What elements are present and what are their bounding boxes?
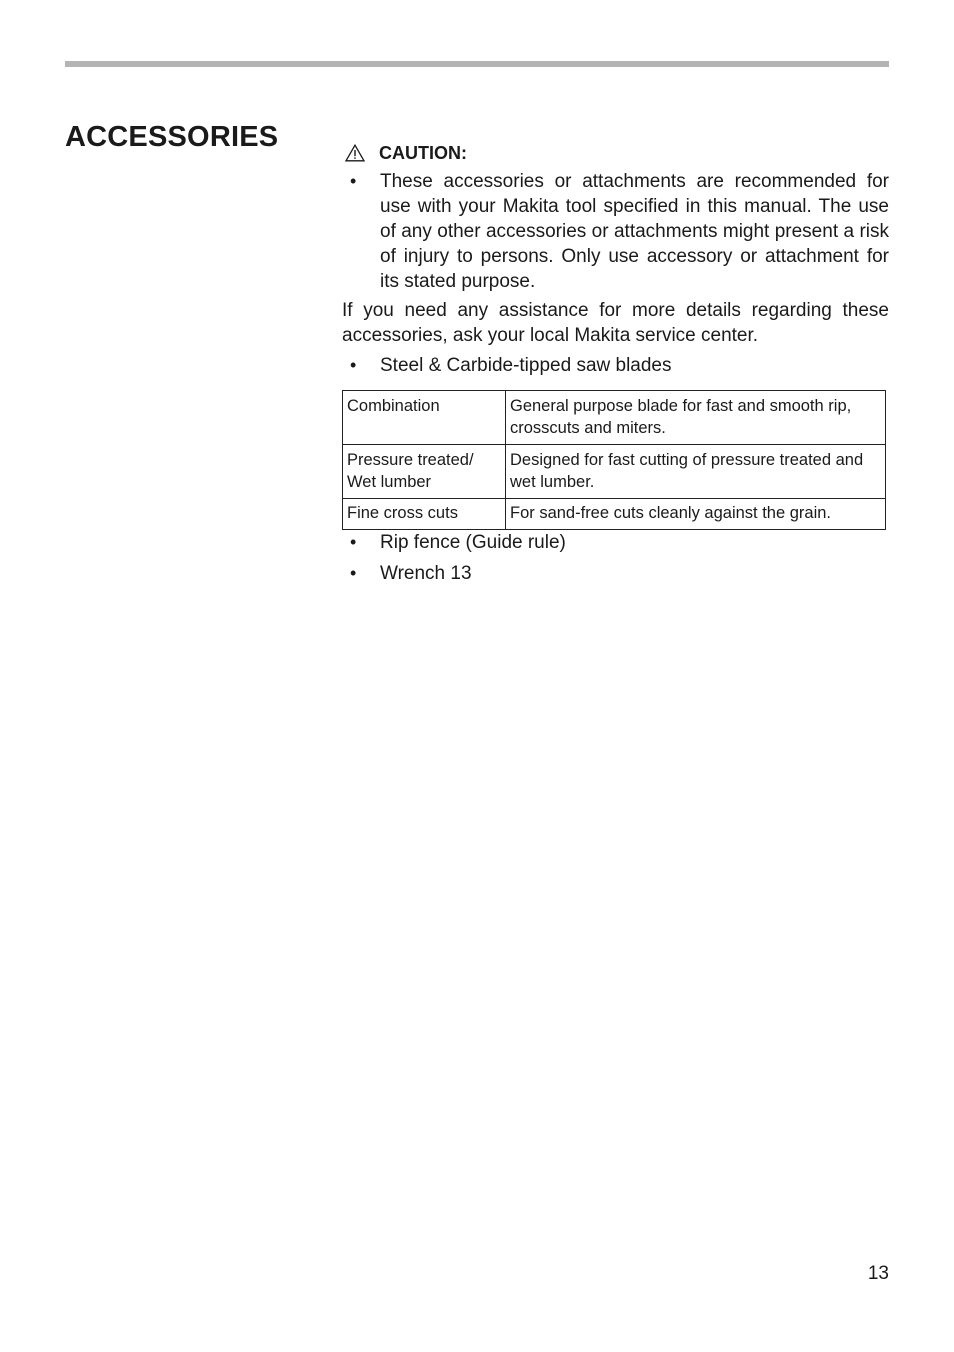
table-row bbox=[343, 445, 886, 499]
accessory-list bbox=[342, 353, 889, 378]
caution-heading bbox=[342, 140, 889, 166]
blade-type-cell: Fine cross cuts bbox=[343, 499, 506, 530]
bullet-icon: • bbox=[350, 563, 357, 583]
list-item bbox=[342, 353, 889, 378]
caution-list bbox=[342, 169, 889, 294]
list-item bbox=[342, 169, 889, 294]
list-item bbox=[342, 561, 889, 586]
blade-table bbox=[342, 390, 886, 530]
warning-triangle-icon bbox=[345, 144, 365, 162]
table-row bbox=[343, 499, 886, 530]
section-content bbox=[342, 140, 889, 592]
bullet-icon: • bbox=[350, 355, 357, 375]
top-rule bbox=[65, 61, 889, 67]
accessory-item-label: Rip fence (Guide rule) bbox=[380, 532, 566, 553]
blade-type-cell: Pressure treated/ Wet lumber bbox=[343, 445, 506, 499]
caution-text: These accessories or attachments are recommended for use with your Makita tool specified in this manual. The use of any other accessories or attachments might present a risk of injury to persons. Only use accessory or attachment for its stated purpose. bbox=[380, 171, 889, 292]
caution-label: CAUTION: bbox=[379, 143, 467, 163]
bullet-icon: • bbox=[350, 532, 357, 552]
blade-description-cell: For sand-free cuts cleanly against the grain. bbox=[506, 499, 886, 530]
list-item bbox=[342, 530, 889, 555]
assistance-paragraph: If you need any assistance for more details regarding these accessories, ask your local Makita service center. bbox=[342, 300, 889, 346]
bullet-icon: • bbox=[350, 171, 357, 191]
accessory-list bbox=[342, 530, 889, 586]
accessory-item-label: Steel & Carbide-tipped saw blades bbox=[380, 355, 672, 376]
table-row bbox=[343, 391, 886, 445]
section-title: ACCESSORIES bbox=[65, 121, 279, 153]
blade-description-cell: Designed for fast cutting of pressure treated and wet lumber. bbox=[506, 445, 886, 499]
blade-type-cell: Combination bbox=[343, 391, 506, 445]
accessory-item-label: Wrench 13 bbox=[380, 563, 472, 584]
blade-description-cell: General purpose blade for fast and smooth rip, crosscuts and miters. bbox=[506, 391, 886, 445]
page-number: 13 bbox=[867, 1263, 889, 1284]
